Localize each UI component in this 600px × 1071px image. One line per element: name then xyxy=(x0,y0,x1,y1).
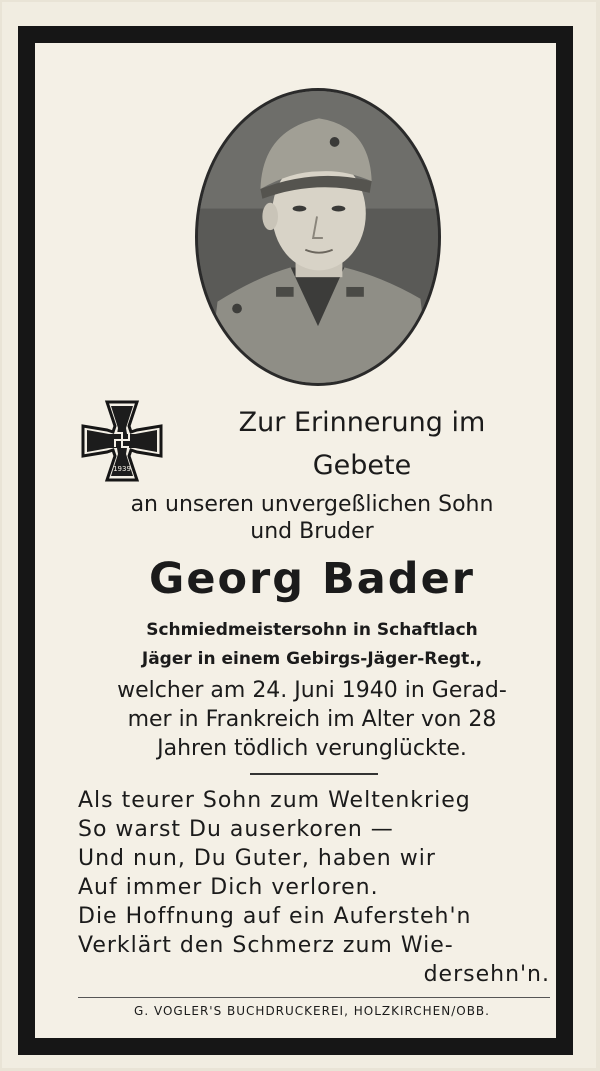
poem-line: Auf immer Dich verloren. xyxy=(78,875,379,900)
death-notice-line-2: mer in Frankreich im Alter von 28 xyxy=(127,707,497,732)
heading-line-1: Zur Erinnerung im xyxy=(238,407,486,438)
poem-line: Verklärt den Schmerz zum Wie- xyxy=(78,933,454,958)
deceased-name: Georg Bader xyxy=(149,554,475,604)
memorial-card xyxy=(2,2,596,1068)
poem-line: So warst Du auserkoren — xyxy=(78,817,394,842)
death-notice-line-1: welcher am 24. Juni 1940 in Gerad- xyxy=(117,678,507,703)
deceased-unit: Jäger in einem Gebirgs-Jäger-Regt., xyxy=(141,649,483,669)
poem-line: Als teurer Sohn zum Weltenkrieg xyxy=(78,788,471,813)
soldier-portrait xyxy=(195,88,441,386)
divider-long xyxy=(78,997,550,998)
heading-line-2: Gebete xyxy=(312,450,412,481)
deceased-occupation: Schmiedmeistersohn in Schaftlach xyxy=(146,620,478,640)
death-notice-line-3: Jahren tödlich verunglückte. xyxy=(157,736,467,761)
poem-line: dersehn'n. xyxy=(423,962,550,987)
poem-line: Die Hoffnung auf ein Aufersteh'n xyxy=(78,904,472,929)
printer-credit: G. VOGLER'S BUCHDRUCKEREI, HOLZKIRCHEN/OBB. xyxy=(134,1004,490,1018)
cross-year: 1939 xyxy=(113,465,131,473)
subheading-line-1: an unseren unvergeßlichen Sohn xyxy=(130,492,494,517)
subheading-line-2: und Bruder xyxy=(250,519,374,544)
poem-line: Und nun, Du Guter, haben wir xyxy=(78,846,436,871)
iron-cross-icon xyxy=(81,400,163,482)
divider-short xyxy=(250,773,378,775)
